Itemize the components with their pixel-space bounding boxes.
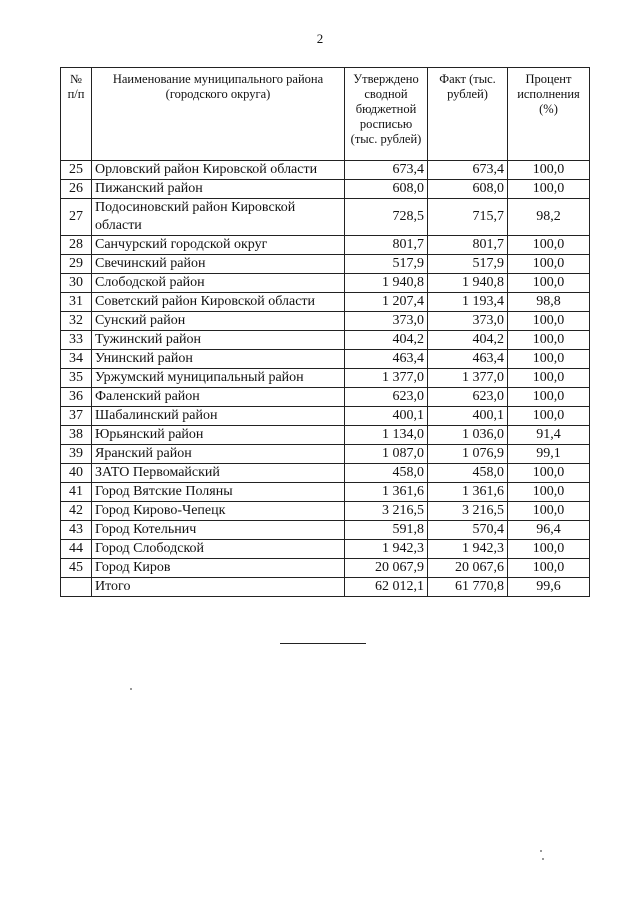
row-percent: 100,0	[508, 369, 590, 388]
table-row	[61, 502, 590, 521]
row-actual: 404,2	[428, 331, 508, 350]
row-percent: 100,0	[508, 331, 590, 350]
row-actual: 623,0	[428, 388, 508, 407]
scan-speck	[542, 858, 544, 860]
row-approved: 1 134,0	[345, 426, 428, 445]
table-row	[61, 369, 590, 388]
table-row	[61, 199, 590, 236]
header-name: Наименование муниципального района (городского округа)	[92, 68, 345, 161]
row-actual: 1 361,6	[428, 483, 508, 502]
row-name: ЗАТО Первомайский	[92, 464, 345, 483]
row-name: Город Слободской	[92, 540, 345, 559]
closing-divider-line	[280, 643, 366, 644]
total-num-cell	[61, 578, 92, 597]
row-actual: 463,4	[428, 350, 508, 369]
table-row	[61, 407, 590, 426]
row-approved: 1 942,3	[345, 540, 428, 559]
header-num: № п/п	[61, 68, 92, 161]
row-actual: 1 940,8	[428, 274, 508, 293]
table-row	[61, 445, 590, 464]
scan-speck	[130, 688, 132, 690]
row-percent: 100,0	[508, 255, 590, 274]
row-number: 39	[61, 445, 92, 464]
table-row	[61, 521, 590, 540]
table-row	[61, 350, 590, 369]
row-number: 26	[61, 180, 92, 199]
row-name: Орловский район Кировской области	[92, 161, 345, 180]
table-row	[61, 331, 590, 350]
budget-execution-table	[60, 67, 590, 597]
row-actual: 400,1	[428, 407, 508, 426]
table-row	[61, 312, 590, 331]
row-percent: 98,2	[508, 199, 590, 236]
total-row	[61, 578, 590, 597]
row-percent: 100,0	[508, 388, 590, 407]
row-name: Город Вятские Поляны	[92, 483, 345, 502]
row-percent: 98,8	[508, 293, 590, 312]
row-actual: 608,0	[428, 180, 508, 199]
page-number: 2	[316, 31, 324, 46]
row-approved: 623,0	[345, 388, 428, 407]
row-approved: 404,2	[345, 331, 428, 350]
row-number: 34	[61, 350, 92, 369]
table-row	[61, 464, 590, 483]
header-percent: Процент исполнения (%)	[508, 68, 590, 161]
row-approved: 1 087,0	[345, 445, 428, 464]
row-name: Слободской район	[92, 274, 345, 293]
row-name: Яранский район	[92, 445, 345, 464]
row-approved: 458,0	[345, 464, 428, 483]
row-number: 31	[61, 293, 92, 312]
row-actual: 20 067,6	[428, 559, 508, 578]
row-name: Унинский район	[92, 350, 345, 369]
row-name: Фаленский район	[92, 388, 345, 407]
table-row	[61, 426, 590, 445]
row-actual: 1 942,3	[428, 540, 508, 559]
table-row	[61, 236, 590, 255]
total-actual: 61 770,8	[428, 578, 508, 597]
row-actual: 673,4	[428, 161, 508, 180]
row-approved: 3 216,5	[345, 502, 428, 521]
row-name: Город Кирово-Чепецк	[92, 502, 345, 521]
row-approved: 591,8	[345, 521, 428, 540]
row-number: 45	[61, 559, 92, 578]
row-approved: 801,7	[345, 236, 428, 255]
row-approved: 1 207,4	[345, 293, 428, 312]
header-actual: Факт (тыс. рублей)	[428, 68, 508, 161]
row-name: Сунский район	[92, 312, 345, 331]
row-percent: 100,0	[508, 464, 590, 483]
row-number: 35	[61, 369, 92, 388]
row-percent: 100,0	[508, 540, 590, 559]
row-percent: 100,0	[508, 407, 590, 426]
row-actual: 373,0	[428, 312, 508, 331]
row-actual: 570,4	[428, 521, 508, 540]
row-approved: 373,0	[345, 312, 428, 331]
row-name: Юрьянский район	[92, 426, 345, 445]
row-number: 37	[61, 407, 92, 426]
row-percent: 99,1	[508, 445, 590, 464]
row-percent: 100,0	[508, 161, 590, 180]
table-row	[61, 255, 590, 274]
table-row	[61, 559, 590, 578]
row-number: 42	[61, 502, 92, 521]
row-name: Советский район Кировской области	[92, 293, 345, 312]
table-row	[61, 161, 590, 180]
row-number: 30	[61, 274, 92, 293]
row-actual: 1 036,0	[428, 426, 508, 445]
row-approved: 1 940,8	[345, 274, 428, 293]
row-percent: 100,0	[508, 180, 590, 199]
row-percent: 100,0	[508, 274, 590, 293]
row-approved: 463,4	[345, 350, 428, 369]
row-number: 27	[61, 199, 92, 236]
row-actual: 517,9	[428, 255, 508, 274]
row-number: 33	[61, 331, 92, 350]
row-number: 44	[61, 540, 92, 559]
table-header-row	[61, 68, 590, 161]
table-row	[61, 293, 590, 312]
row-actual: 1 076,9	[428, 445, 508, 464]
row-percent: 91,4	[508, 426, 590, 445]
row-actual: 1 377,0	[428, 369, 508, 388]
row-name: Санчурский городской округ	[92, 236, 345, 255]
row-approved: 517,9	[345, 255, 428, 274]
row-actual: 3 216,5	[428, 502, 508, 521]
row-number: 40	[61, 464, 92, 483]
scan-speck	[540, 850, 542, 852]
row-name: Пижанский район	[92, 180, 345, 199]
row-percent: 96,4	[508, 521, 590, 540]
row-approved: 1 377,0	[345, 369, 428, 388]
total-approved: 62 012,1	[345, 578, 428, 597]
row-percent: 100,0	[508, 350, 590, 369]
total-percent: 99,6	[508, 578, 590, 597]
row-approved: 673,4	[345, 161, 428, 180]
row-name: Подосиновский район Кировской области	[92, 199, 345, 236]
row-name: Уржумский муниципальный район	[92, 369, 345, 388]
row-number: 29	[61, 255, 92, 274]
row-number: 28	[61, 236, 92, 255]
row-name: Свечинский район	[92, 255, 345, 274]
row-percent: 100,0	[508, 502, 590, 521]
total-label: Итого	[92, 578, 345, 597]
row-number: 38	[61, 426, 92, 445]
row-name: Город Киров	[92, 559, 345, 578]
row-approved: 20 067,9	[345, 559, 428, 578]
row-percent: 100,0	[508, 483, 590, 502]
row-name: Тужинский район	[92, 331, 345, 350]
table-row	[61, 483, 590, 502]
row-percent: 100,0	[508, 236, 590, 255]
table-row	[61, 540, 590, 559]
row-number: 36	[61, 388, 92, 407]
row-name: Город Котельнич	[92, 521, 345, 540]
row-approved: 400,1	[345, 407, 428, 426]
table-row	[61, 274, 590, 293]
row-number: 43	[61, 521, 92, 540]
row-name: Шабалинский район	[92, 407, 345, 426]
row-actual: 801,7	[428, 236, 508, 255]
row-number: 25	[61, 161, 92, 180]
row-actual: 1 193,4	[428, 293, 508, 312]
row-approved: 728,5	[345, 199, 428, 236]
row-approved: 608,0	[345, 180, 428, 199]
table-row	[61, 180, 590, 199]
row-number: 41	[61, 483, 92, 502]
header-approved: Утверждено сводной бюджетной росписью (тыс. рублей)	[345, 68, 428, 161]
row-actual: 715,7	[428, 199, 508, 236]
row-actual: 458,0	[428, 464, 508, 483]
row-percent: 100,0	[508, 312, 590, 331]
table-row	[61, 388, 590, 407]
row-percent: 100,0	[508, 559, 590, 578]
row-approved: 1 361,6	[345, 483, 428, 502]
row-number: 32	[61, 312, 92, 331]
